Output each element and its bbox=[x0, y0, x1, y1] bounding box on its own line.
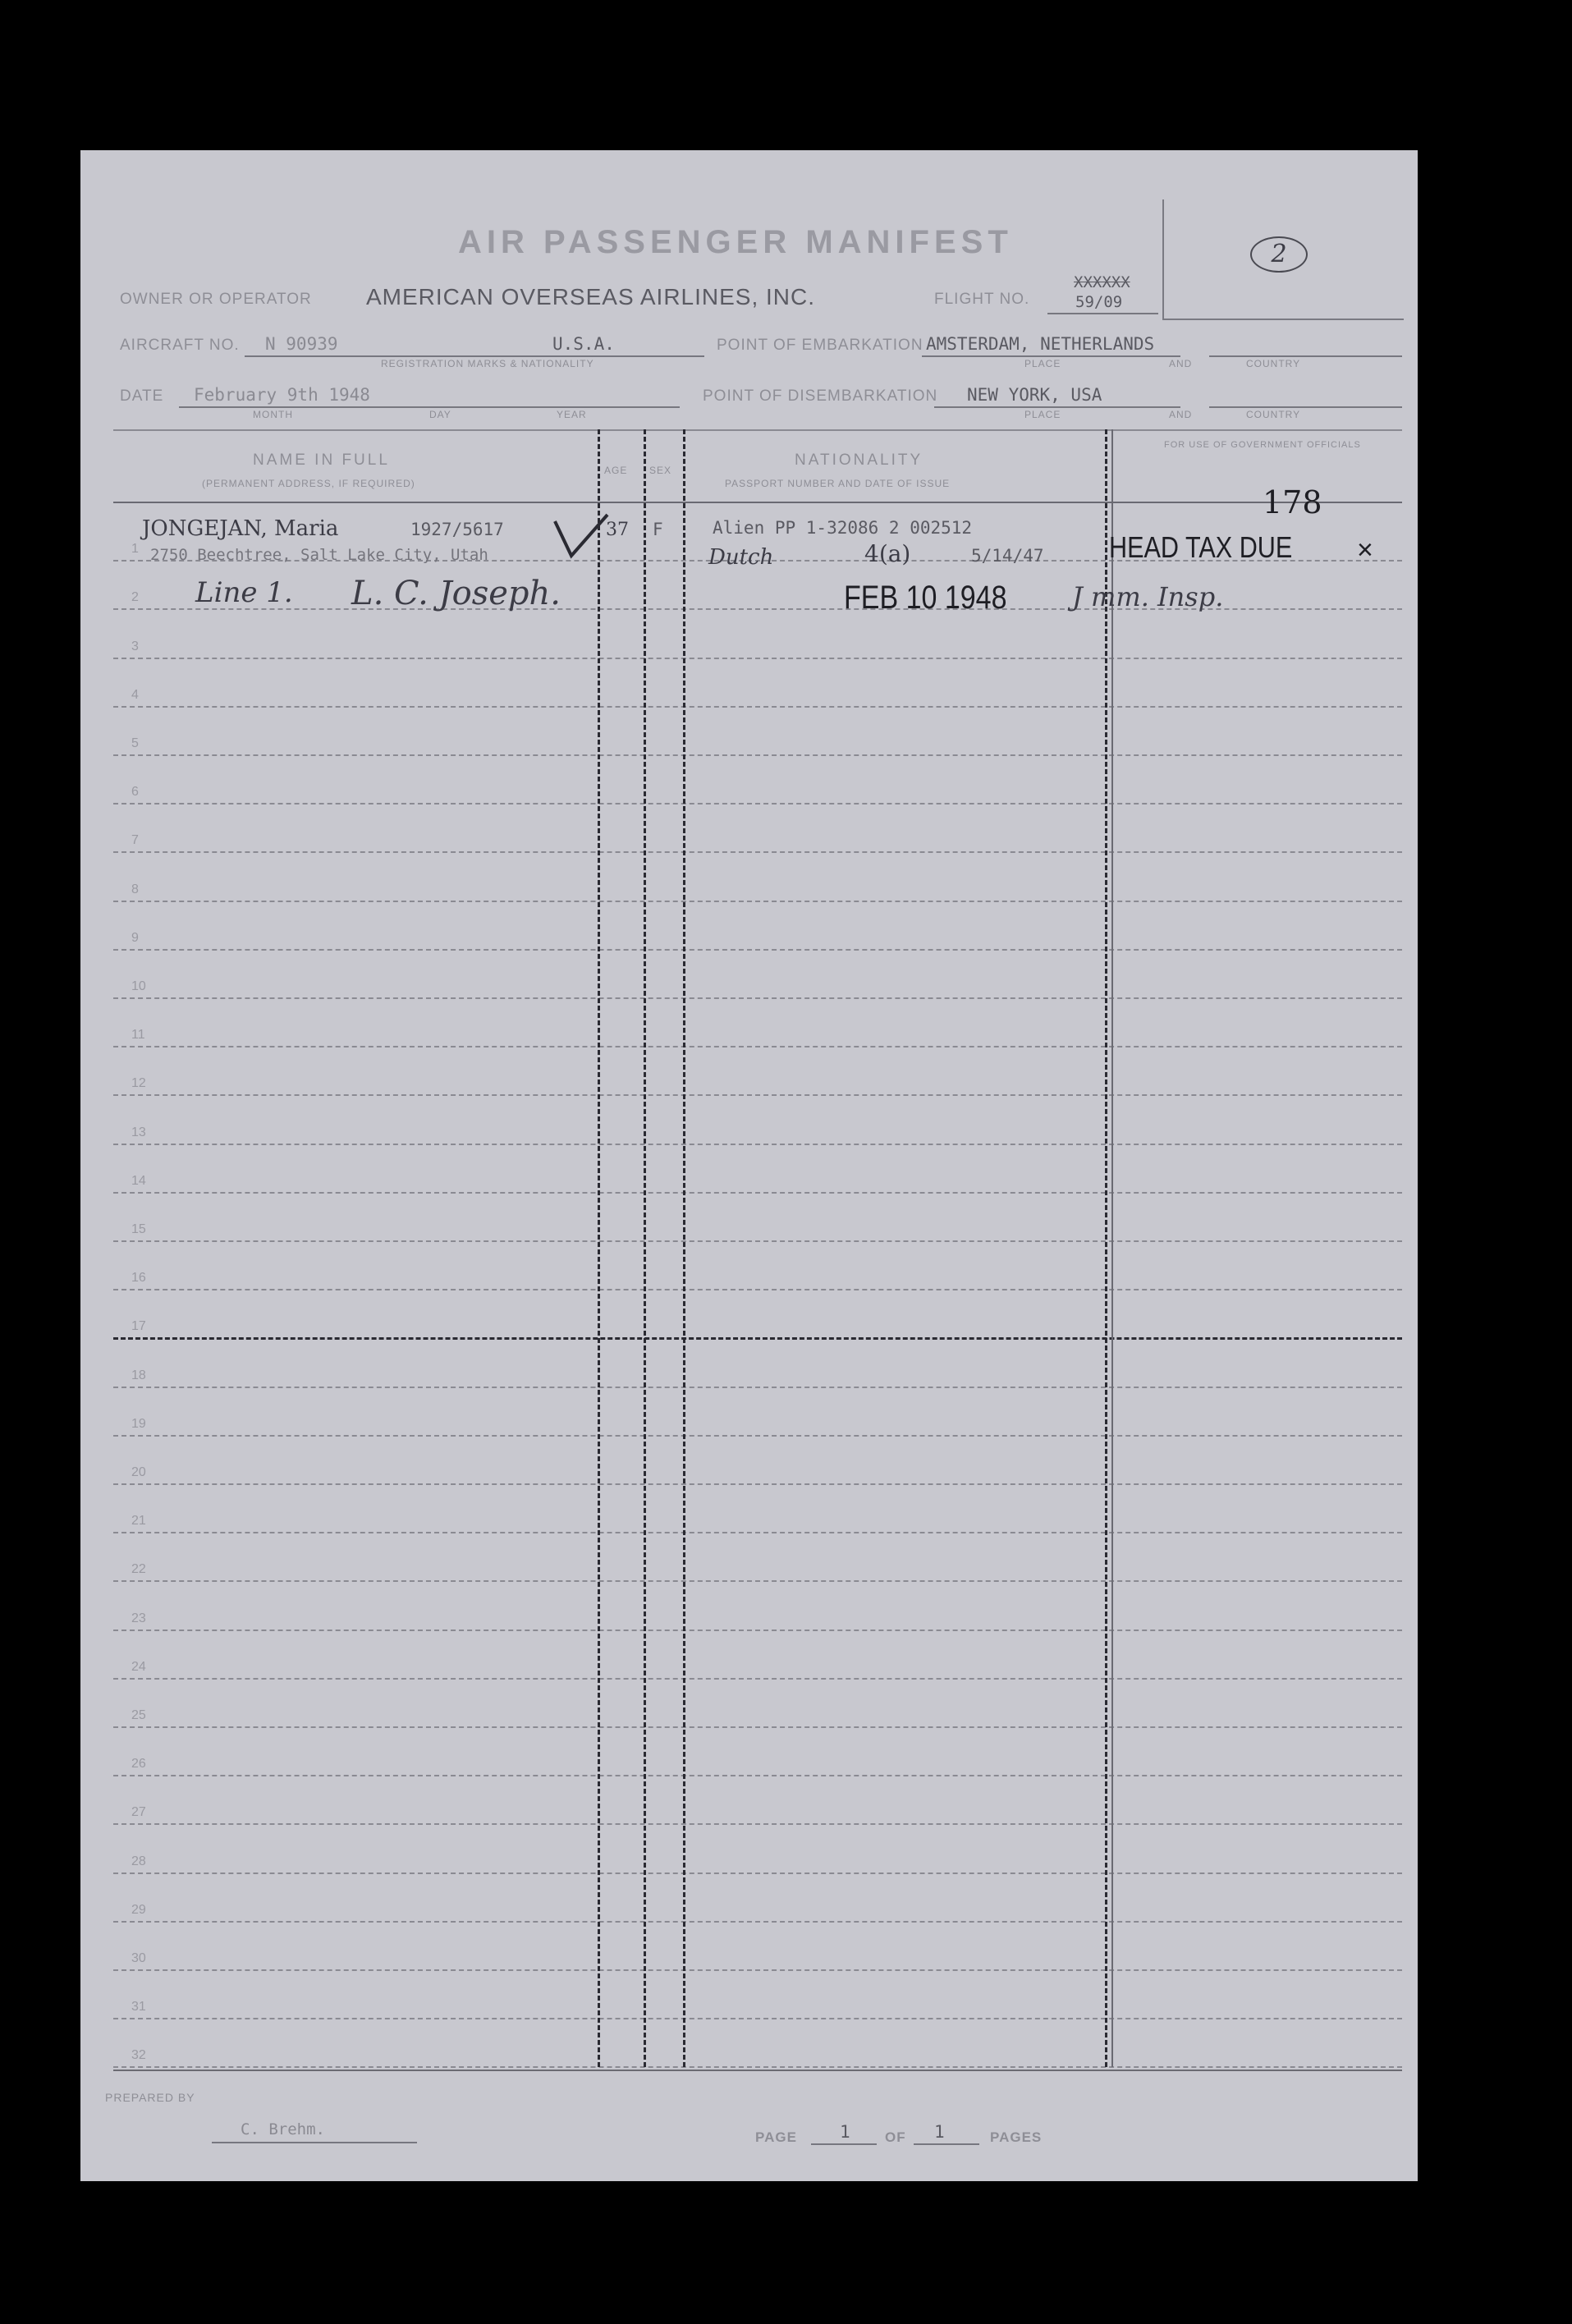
table-bottom-rule bbox=[113, 2070, 1402, 2071]
row-number: 7 bbox=[131, 833, 139, 847]
entry-check-mark-large bbox=[548, 511, 614, 561]
corner-mark-text: 2 bbox=[1271, 240, 1287, 268]
row-rule bbox=[113, 2018, 1402, 2019]
embark-label: POINT OF EMBARKATION bbox=[717, 337, 923, 354]
prepared-value: C. Brehm. bbox=[241, 2120, 325, 2138]
row-number: 29 bbox=[131, 1903, 146, 1917]
row-number: 21 bbox=[131, 1514, 146, 1528]
col-name-sub: (PERMANENT ADDRESS, IF REQUIRED) bbox=[202, 478, 415, 489]
entry-tax-check: × bbox=[1357, 534, 1373, 566]
row-rule bbox=[113, 1094, 1402, 1096]
row-number: 15 bbox=[131, 1222, 146, 1236]
entry-nationality: Dutch bbox=[708, 545, 774, 570]
row-rule bbox=[113, 1435, 1402, 1437]
row-number: 23 bbox=[131, 1611, 146, 1625]
row-rule bbox=[113, 1387, 1402, 1388]
aircraft-label: AIRCRAFT NO. bbox=[120, 337, 240, 354]
date-value: February 9th 1948 bbox=[194, 385, 370, 405]
row-number: 8 bbox=[131, 882, 139, 896]
row-number: 4 bbox=[131, 688, 139, 702]
row-rule bbox=[113, 658, 1402, 659]
entry-class-note: 4(a) bbox=[864, 540, 911, 567]
pages-label: PAGES bbox=[990, 2129, 1043, 2145]
col-age-label: AGE bbox=[604, 465, 628, 476]
date-sub-day: DAY bbox=[429, 409, 451, 420]
row-number: 22 bbox=[131, 1562, 146, 1576]
row-rule bbox=[113, 706, 1402, 708]
aircraft-nationality: U.S.A. bbox=[552, 334, 615, 354]
row-rule bbox=[113, 1775, 1402, 1776]
row-number: 14 bbox=[131, 1174, 146, 1188]
row-number: 28 bbox=[131, 1854, 146, 1868]
row-rule bbox=[113, 1921, 1402, 1923]
stamp-date: FEB 10 1948 bbox=[844, 580, 1007, 616]
entry-number: 1927/5617 bbox=[410, 520, 504, 539]
col-official-label: FOR USE OF GOVERNMENT OFFICIALS bbox=[1164, 440, 1361, 450]
divider-official-outer bbox=[1111, 429, 1113, 2067]
row-number: 31 bbox=[131, 2000, 146, 2014]
date-sub-year: YEAR bbox=[557, 409, 587, 420]
row-number: 6 bbox=[131, 785, 139, 799]
page-label: PAGE bbox=[755, 2129, 797, 2145]
of-label: OF bbox=[885, 2129, 906, 2145]
divider-nationality-official bbox=[1105, 429, 1107, 2067]
row-rule bbox=[113, 1580, 1402, 1582]
divider-sex-nationality bbox=[683, 429, 685, 2067]
flight-label: FLIGHT NO. bbox=[934, 291, 1030, 308]
embark-sub-country: COUNTRY bbox=[1246, 358, 1301, 369]
row-rule bbox=[113, 851, 1402, 853]
row-number: 30 bbox=[131, 1951, 146, 1965]
prepared-label: PREPARED BY bbox=[105, 2091, 195, 2104]
row-number: 3 bbox=[131, 639, 139, 653]
row-number: 11 bbox=[131, 1028, 145, 1042]
row-rule bbox=[113, 1872, 1402, 1874]
row-rule bbox=[113, 1630, 1402, 1631]
entry-passport: Alien PP 1-32086 2 002512 bbox=[713, 518, 973, 538]
page-value: 1 bbox=[840, 2122, 850, 2142]
entry-sex: F bbox=[653, 520, 663, 539]
row-number: 16 bbox=[131, 1271, 146, 1285]
row-number: 26 bbox=[131, 1757, 146, 1771]
row-rule bbox=[113, 1144, 1402, 1145]
disembark-sub-place: PLACE bbox=[1024, 409, 1061, 420]
row-number: 17 bbox=[131, 1319, 146, 1333]
disembark-label: POINT OF DISEMBARKATION bbox=[703, 387, 938, 405]
annotation-line: Line 1. bbox=[195, 576, 293, 609]
divider-name-age bbox=[598, 429, 600, 2067]
row-rule bbox=[113, 1192, 1402, 1194]
row-number: 25 bbox=[131, 1708, 146, 1722]
row-rule bbox=[113, 1483, 1402, 1485]
row-rule bbox=[113, 949, 1402, 951]
row-rule bbox=[113, 2066, 1402, 2068]
row-number: 20 bbox=[131, 1465, 146, 1479]
row-number: 9 bbox=[131, 931, 139, 945]
row-rule bbox=[113, 997, 1402, 999]
row-number: 27 bbox=[131, 1805, 146, 1819]
row-number: 1 bbox=[131, 542, 139, 556]
disembark-value: NEW YORK, USA bbox=[967, 385, 1102, 405]
row-number: 19 bbox=[131, 1417, 146, 1431]
annotation-signature: L. C. Joseph. bbox=[351, 575, 561, 612]
date-label: DATE bbox=[120, 387, 164, 405]
row-number: 5 bbox=[131, 736, 139, 750]
embark-sub-and: AND bbox=[1169, 358, 1193, 369]
disembark-sub-and: AND bbox=[1169, 409, 1193, 420]
row-number: 2 bbox=[131, 590, 139, 604]
row-number: 18 bbox=[131, 1368, 146, 1382]
aircraft-value: N 90939 bbox=[265, 334, 338, 354]
stamp-head-tax: HEAD TAX DUE bbox=[1109, 530, 1293, 564]
entry-address: 2750 Beechtree, Salt Lake City, Utah bbox=[150, 546, 488, 564]
owner-value: AMERICAN OVERSEAS AIRLINES, INC. bbox=[366, 284, 816, 309]
row-rule bbox=[113, 1969, 1402, 1971]
row-rule bbox=[113, 1823, 1402, 1825]
row-number: 32 bbox=[131, 2048, 146, 2062]
divider-age-sex bbox=[644, 429, 646, 2067]
col-nationality-sub: PASSPORT NUMBER AND DATE OF ISSUE bbox=[725, 478, 951, 489]
row-rule bbox=[113, 1046, 1402, 1047]
row-number: 13 bbox=[131, 1125, 146, 1139]
aircraft-sub: REGISTRATION MARKS & NATIONALITY bbox=[381, 358, 594, 369]
embark-value: AMSTERDAM, NETHERLANDS bbox=[926, 334, 1155, 354]
entry-age: 37 bbox=[606, 520, 629, 540]
disembark-sub-country: COUNTRY bbox=[1246, 409, 1301, 420]
row-rule bbox=[113, 1678, 1402, 1680]
row-rule bbox=[113, 803, 1402, 804]
of-value: 1 bbox=[934, 2122, 945, 2142]
stamp-number: 178 bbox=[1263, 484, 1322, 520]
manifest-title: AIR PASSENGER MANIFEST bbox=[458, 224, 1013, 260]
row-rule bbox=[113, 1337, 1402, 1340]
row-number: 24 bbox=[131, 1660, 146, 1674]
row-rule bbox=[113, 1240, 1402, 1242]
manifest-page bbox=[80, 150, 1418, 2181]
row-number: 10 bbox=[131, 979, 146, 993]
date-sub-month: MONTH bbox=[253, 409, 293, 420]
row-rule bbox=[113, 1532, 1402, 1533]
col-nationality-label: NATIONALITY bbox=[795, 452, 923, 469]
embark-sub-place: PLACE bbox=[1024, 358, 1061, 369]
row-rule bbox=[113, 901, 1402, 902]
flight-value-struck: XXXXXX bbox=[1074, 273, 1130, 291]
row-rule bbox=[113, 1726, 1402, 1728]
col-sex-label: SEX bbox=[649, 465, 672, 476]
row-number: 12 bbox=[131, 1076, 146, 1090]
owner-label: OWNER OR OPERATOR bbox=[120, 291, 312, 308]
annotation-initials: J mm. Insp. bbox=[1072, 581, 1224, 612]
entry-name: JONGEJAN, Maria bbox=[142, 516, 339, 541]
row-rule bbox=[113, 754, 1402, 756]
col-name-label: NAME IN FULL bbox=[253, 452, 390, 469]
flight-value: 59/09 bbox=[1075, 293, 1123, 311]
row-rule bbox=[113, 1289, 1402, 1290]
entry-issue-date: 5/14/47 bbox=[971, 546, 1044, 566]
corner-mark bbox=[1250, 236, 1308, 273]
